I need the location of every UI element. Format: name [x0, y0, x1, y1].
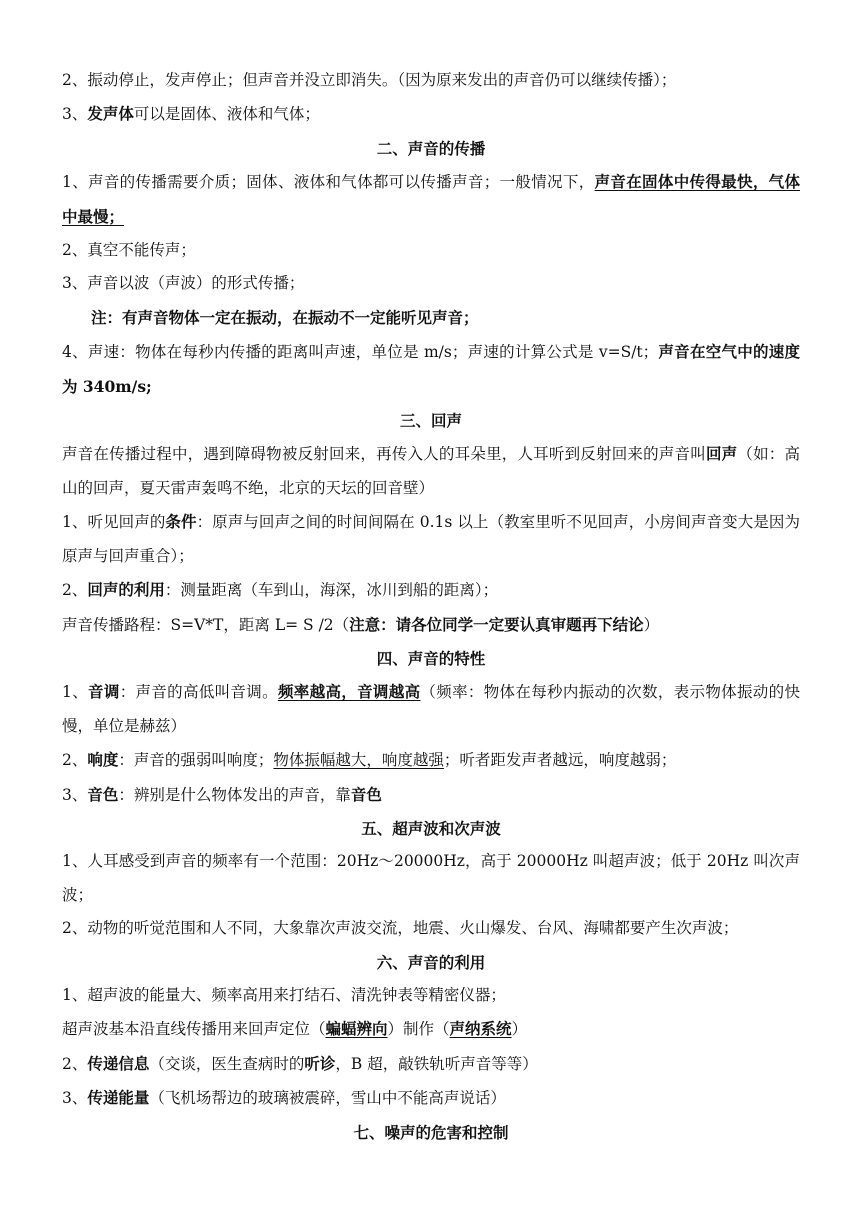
- text-run: 声纳系统: [449, 1019, 512, 1039]
- text-run: 2、: [62, 581, 88, 600]
- text-run: 可以是固体、液体和气体；: [133, 105, 320, 124]
- text-run: ：原声与回声之间的时间间隔在 0.1s 以上（教室里听不见回声，小房间声音变大是因为原声与回声重合）；: [62, 513, 800, 565]
- paragraph: [62, 912, 800, 945]
- text-run: 三、回声: [399, 411, 462, 431]
- paragraph: [62, 505, 800, 573]
- paragraph: [62, 573, 800, 607]
- text-run: ：测量距离（车到山，海深，冰川到船的距离）；: [164, 581, 499, 600]
- text-run: 五、超声波和次声波: [361, 818, 501, 838]
- section-heading: [62, 812, 800, 845]
- text-run: 响度: [87, 750, 119, 770]
- text-run: 音色: [350, 784, 382, 804]
- text-run: 音调: [88, 682, 120, 702]
- text-run: ：声音的强弱叫响度；: [118, 751, 274, 770]
- text-run: 七、噪声的危害和控制: [353, 1122, 509, 1142]
- text-run: 2、动物的听觉范围和人不同，大象靠次声波交流，地震、火山爆发、台风、海啸都要产生次声波；: [62, 919, 739, 938]
- text-run: 1、声音的传播需要介质；固体、液体和气体都可以传播声音；一般情况下，: [62, 173, 595, 192]
- text-run: 2、真空不能传声；: [62, 241, 196, 260]
- text-run: （交谈，医生查病时的: [149, 1054, 305, 1073]
- paragraph: [62, 608, 800, 642]
- text-run: 3、: [62, 105, 88, 124]
- text-run: 蝙蝠辨向: [325, 1019, 388, 1039]
- text-run: 声音在空气中的速度为 340m/s;: [62, 342, 800, 396]
- section-heading: [62, 1116, 800, 1149]
- text-run: 2、: [62, 1054, 88, 1073]
- paragraph: [62, 979, 800, 1012]
- text-run: 3、: [62, 1089, 88, 1108]
- text-run: 1、听见回声的: [62, 513, 166, 532]
- paragraph: [62, 778, 800, 812]
- text-run: 1、: [62, 683, 89, 702]
- text-run: 注：有声音物体一定在振动，在振动不一定能听见声音；: [91, 307, 479, 327]
- text-run: 3、声音以波（声波）的形式传播；: [62, 274, 305, 293]
- paragraph: [62, 335, 800, 404]
- paragraph: [62, 165, 800, 234]
- paragraph: [62, 1047, 800, 1081]
- section-heading: [62, 946, 800, 979]
- paragraph: [62, 1012, 800, 1046]
- text-run: 注意：请各位同学一定要认真审题再下结论: [349, 614, 644, 634]
- text-run: 1、人耳感受到声音的频率有一个范围：20Hz～20000Hz，高于 20000Hz 叫超声波；低于 20Hz 叫次声波；: [62, 852, 800, 904]
- text-run: 传递能量: [87, 1088, 150, 1108]
- text-run: 回声: [705, 444, 738, 464]
- text-run: 条件: [165, 512, 197, 532]
- text-run: （频率：物体在每秒内振动的次数，表示物体振动的快慢，单位是赫兹）: [62, 683, 800, 735]
- paragraph: [62, 1081, 800, 1115]
- text-run: 四、声音的特性: [376, 648, 486, 668]
- note-paragraph: [62, 301, 800, 335]
- text-run: 频率越高，音调越高: [277, 682, 421, 702]
- text-run: ：辨别是什么物体发出的声音，靠: [118, 785, 351, 804]
- text-run: 2、: [62, 751, 88, 770]
- text-run: ，B 超，敲铁轨听声音等等）: [335, 1054, 538, 1073]
- paragraph: [62, 64, 800, 97]
- text-run: 1、超声波的能量大、频率高用来打结石、清洗钟表等精密仪器；: [62, 985, 506, 1004]
- section-heading: [62, 642, 800, 675]
- text-run: ）: [643, 615, 660, 634]
- section-heading: [62, 132, 800, 165]
- section-heading: [62, 404, 800, 437]
- text-run: 3、: [62, 785, 88, 804]
- text-run: 发声体: [87, 104, 134, 124]
- paragraph: [62, 97, 800, 131]
- paragraph: [62, 845, 800, 912]
- text-run: （飞机场帮边的玻璃被震碎，雪山中不能高声说话）: [149, 1089, 506, 1108]
- text-run: 传递信息: [87, 1053, 150, 1073]
- text-run: ）: [511, 1020, 528, 1039]
- paragraph: [62, 675, 800, 743]
- paragraph: [62, 267, 800, 300]
- text-run: 音色: [87, 784, 119, 804]
- text-run: ；听者距发声者越远，响度越弱；: [443, 751, 677, 770]
- paragraph: [62, 437, 800, 505]
- text-run: （如：高山的回声，夏天雷声轰鸣不绝，北京的天坛的回音壁）: [62, 445, 800, 497]
- text-run: 回声的利用: [87, 580, 165, 600]
- text-run: 超声波基本沿直线传播用来回声定位（: [62, 1020, 326, 1039]
- text-run: 六、声音的利用: [376, 952, 486, 972]
- text-run: 声音在固体中传得最快，气体中最慢；: [62, 172, 800, 226]
- text-run: 物体振幅越大，响度越强: [273, 751, 444, 770]
- text-run: 二、声音的传播: [376, 138, 486, 158]
- text-run: 2、振动停止，发声停止；但声音并没立即消失。（因为原来发出的声音仍可以继续传播）；: [62, 71, 677, 89]
- text-run: 声音传播路程：S=V*T，距离 L= S /2（: [62, 615, 350, 634]
- text-run: 听诊: [304, 1053, 336, 1073]
- text-run: 声音在传播过程中，遇到障碍物被反射回来，再传入人的耳朵里，人耳听到反射回来的声音叫: [62, 445, 706, 464]
- text-run: ）制作（: [387, 1020, 450, 1039]
- paragraph: [62, 234, 800, 267]
- paragraph: [62, 743, 800, 777]
- text-run: ：声音的高低叫音调。: [119, 683, 278, 702]
- text-run: 4、声速：物体在每秒内传播的距离叫声速，单位是 m/s；声速的计算公式是 v=S/t；: [62, 343, 659, 362]
